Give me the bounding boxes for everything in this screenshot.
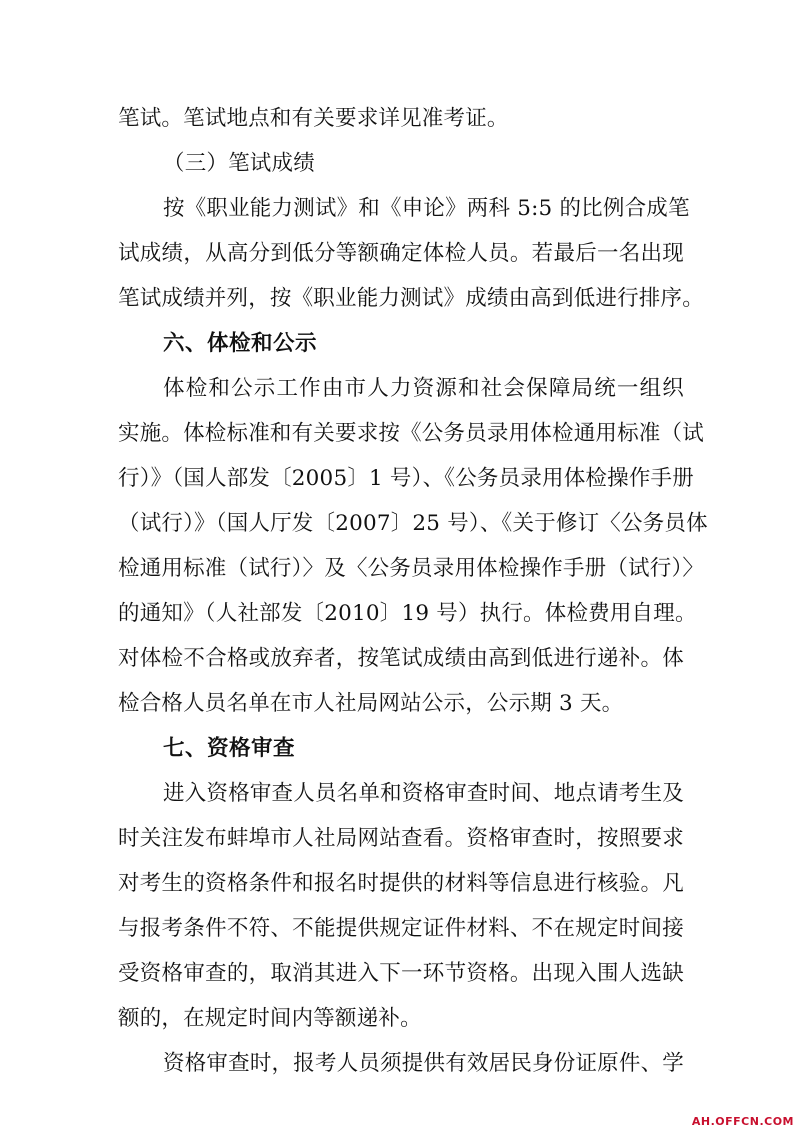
subsection-title: （三）笔试成绩	[163, 151, 315, 176]
paragraph-line: 试成绩，从高分到低分等额确定体检人员。若最后一名出现	[118, 241, 684, 266]
paragraph-line: 按《职业能力测试》和《申论》两科 5:5 的比例合成笔	[163, 196, 690, 221]
paragraph-line: （试行）》（国人厅发〔2007〕25 号）、《关于修订〈公务员体	[118, 511, 708, 536]
paragraph-line: 体检和公示工作由市人力资源和社会保障局统一组织	[163, 376, 684, 401]
paragraph-line: 实施。体检标准和有关要求按《公务员录用体检通用标准（试	[118, 421, 704, 446]
paragraph-line: 检通用标准（试行）〉及〈公务员录用体检操作手册（试行）〉	[118, 556, 705, 581]
paragraph-line: 时关注发布蚌埠市人社局网站查看。资格审查时，按照要求	[118, 826, 684, 851]
paragraph-line: 的通知》（人社部发〔2010〕19 号）执行。体检费用自理。	[118, 601, 697, 626]
paragraph-line: 行）》（国人部发〔2005〕1 号）、《公务员录用体检操作手册	[118, 466, 694, 491]
paragraph-line: 对考生的资格条件和报名时提供的材料等信息进行核验。凡	[118, 871, 684, 896]
paragraph-line: 与报考条件不符、不能提供规定证件材料、不在规定时间接	[118, 916, 684, 941]
section-heading-qualification-review: 七、资格审查	[163, 736, 296, 761]
paragraph-line: 笔试成绩并列，按《职业能力测试》成绩由高到低进行排序。	[118, 286, 704, 311]
section-heading-physical-exam: 六、体检和公示	[163, 331, 318, 356]
paragraph-line: 资格审查时，报考人员须提供有效居民身份证原件、学	[163, 1051, 684, 1076]
site-watermark: AH.OFFCN.COM	[691, 1115, 794, 1128]
paragraph-line: 检合格人员名单在市人社局网站公示，公示期 3 天。	[118, 691, 624, 716]
paragraph-line: 受资格审查的，取消其进入下一环节资格。出现入围人选缺	[118, 961, 684, 986]
paragraph-line: 笔试。笔试地点和有关要求详见准考证。	[118, 106, 509, 131]
paragraph-line: 对体检不合格或放弃者，按笔试成绩由高到低进行递补。体	[118, 646, 684, 671]
paragraph-line: 额的，在规定时间内等额递补。	[118, 1006, 422, 1031]
paragraph-line: 进入资格审查人员名单和资格审查时间、地点请考生及	[163, 781, 684, 806]
